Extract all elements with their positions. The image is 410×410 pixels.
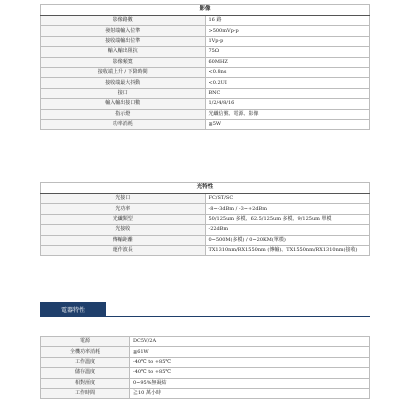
video-spec-value: 光纖信號、電源、影像	[205, 109, 370, 119]
electrical-spec-value: -40℃ to +85℃	[130, 368, 370, 378]
video-spec-value: 75Ω	[205, 47, 370, 57]
video-spec-label: 接收端輸出位準	[41, 36, 206, 46]
video-spec-row	[41, 36, 370, 46]
video-spec-value: >500mVp-p	[205, 26, 370, 36]
optical-spec-row	[41, 235, 370, 245]
optical-spec-value: 0~500M(多模) / 0~20KM(單模)	[205, 235, 370, 245]
optical-spec-label: 運作波長	[41, 245, 206, 255]
video-spec-row	[41, 99, 370, 109]
video-spec-row	[41, 88, 370, 98]
electrical-spec-row	[41, 347, 370, 357]
electrical-spec-row	[41, 337, 370, 347]
electrical-spec-label: 相對溼度	[41, 378, 130, 388]
optical-spec-label: 光纖類型	[41, 214, 206, 224]
optical-spec-row	[41, 225, 370, 235]
electrical-spec-value: ≧10 萬小時	[130, 388, 370, 398]
electrical-spec-row	[41, 357, 370, 367]
electrical-spec-label: 全機功率消耗	[41, 347, 130, 357]
video-spec-value: 1Vp-p	[205, 36, 370, 46]
video-spec-row	[41, 109, 370, 119]
optical-spec-value: 50/125um 多模、62.5/125um 多模、9/125um 單模	[205, 214, 370, 224]
video-spec-value: 16 路	[205, 16, 370, 26]
electrical-spec-row	[41, 368, 370, 378]
video-spec-row	[41, 119, 370, 129]
electrical-section-tab: 電器特性	[40, 302, 106, 316]
video-spec-table	[40, 4, 370, 130]
video-spec-label: 輸入輸出接口數	[41, 99, 206, 109]
video-spec-value: 60MHZ	[205, 57, 370, 67]
electrical-spec-value: DC5V/2A	[130, 337, 370, 347]
electrical-spec-value: -40℃ to +85℃	[130, 357, 370, 367]
video-spec-row	[41, 16, 370, 26]
video-spec-row	[41, 47, 370, 57]
video-spec-label: 指示燈	[41, 109, 206, 119]
video-spec-label: 功率消耗	[41, 119, 206, 129]
section-divider	[40, 316, 370, 317]
electrical-spec-row	[41, 378, 370, 388]
optical-spec-value: FC/ST/SC	[205, 194, 370, 204]
optical-spec-row	[41, 214, 370, 224]
video-spec-label: 影像路數	[41, 16, 206, 26]
video-spec-title: 影像	[41, 5, 370, 16]
electrical-spec-label: 儲存溫度	[41, 368, 130, 378]
video-spec-row	[41, 57, 370, 67]
electrical-spec-label: 工作溫度	[41, 357, 130, 367]
electrical-spec-value: 0~95%無凝結	[130, 378, 370, 388]
video-spec-label: 接口	[41, 88, 206, 98]
optical-spec-table	[40, 182, 370, 256]
electrical-spec-table	[40, 336, 370, 399]
optical-spec-label: 光接收	[41, 225, 206, 235]
optical-spec-label: 光功率	[41, 204, 206, 214]
video-spec-label: 輸入輸出阻抗	[41, 47, 206, 57]
video-spec-value: 1/2/4/8/16	[205, 99, 370, 109]
optical-spec-row	[41, 194, 370, 204]
video-spec-label: 接收端上升 / 下降時間	[41, 67, 206, 77]
video-spec-label: 發射端輸入位準	[41, 26, 206, 36]
electrical-spec-row	[41, 388, 370, 398]
optical-spec-value: -22dBm	[205, 225, 370, 235]
video-spec-value: <0.2UI	[205, 78, 370, 88]
video-spec-value: ≦5W	[205, 119, 370, 129]
video-spec-label: 影像頻寬	[41, 57, 206, 67]
video-spec-value: <0.8ns	[205, 67, 370, 77]
optical-spec-label: 傳輸距離	[41, 235, 206, 245]
optical-spec-title: 光特性	[41, 183, 370, 194]
optical-spec-label: 光接口	[41, 194, 206, 204]
video-spec-value: BNC	[205, 88, 370, 98]
video-spec-row	[41, 78, 370, 88]
electrical-spec-value: ≦61W	[130, 347, 370, 357]
video-spec-row	[41, 26, 370, 36]
optical-spec-value: TX1310nm/RX1550nm (傳輸)、TX1550nm/RX1310nm(接收)	[205, 245, 370, 255]
video-spec-label: 接收端最大抖動	[41, 78, 206, 88]
video-spec-row	[41, 67, 370, 77]
optical-spec-value: -8~-3dBm / -3~+2dBm	[205, 204, 370, 214]
electrical-spec-label: 工作時間	[41, 388, 130, 398]
electrical-spec-label: 電源	[41, 337, 130, 347]
optical-spec-row	[41, 245, 370, 255]
optical-spec-row	[41, 204, 370, 214]
